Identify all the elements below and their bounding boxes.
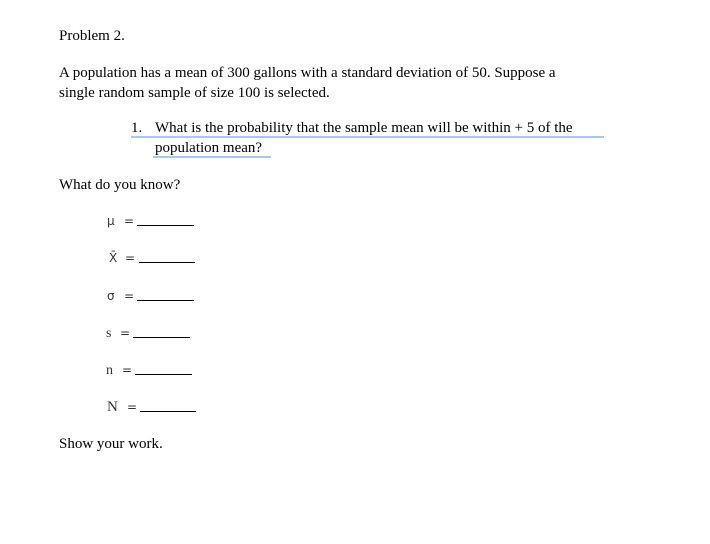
equals-sign: = (124, 214, 135, 228)
variable-row-xbar (105, 249, 225, 269)
grammar-underline (153, 156, 271, 158)
variable-symbol: μ (107, 214, 115, 228)
equals-sign: = (127, 400, 138, 414)
answer-blank (133, 337, 190, 338)
equals-sign: = (124, 289, 135, 303)
variable-symbol: σ (107, 289, 115, 303)
variable-row-sigma (105, 287, 225, 307)
question-number: 1. (131, 120, 143, 136)
answer-blank (140, 411, 196, 412)
variable-symbol: n (106, 363, 113, 378)
answer-blank (139, 262, 195, 263)
equals-sign: = (122, 363, 133, 377)
variable-symbol: s (106, 326, 112, 341)
equals-sign: = (120, 326, 131, 340)
variable-symbol: N (107, 399, 118, 415)
answer-blank (135, 374, 192, 375)
variable-symbol: X̄ (109, 251, 118, 265)
grammar-underline (131, 136, 604, 138)
intro-text-line: single random sample of size 100 is selected. (59, 85, 330, 101)
variable-row-n (105, 361, 225, 381)
answer-blank (137, 300, 194, 301)
variable-row-s (105, 324, 225, 344)
question-text-line: What is the probability that the sample mean will be within + 5 of the (155, 120, 573, 136)
what-do-you-know-heading: What do you know? (59, 177, 181, 193)
variable-row-N (105, 398, 225, 418)
problem-title: Problem 2. (59, 28, 125, 44)
answer-blank (137, 225, 194, 226)
equals-sign: = (125, 251, 136, 265)
question-text-line: population mean? (155, 140, 263, 156)
intro-text-line: A population has a mean of 300 gallons with a standard deviation of 50. Suppose a (59, 65, 556, 81)
variable-row-mu (105, 212, 225, 232)
show-your-work-text: Show your work. (59, 436, 163, 452)
